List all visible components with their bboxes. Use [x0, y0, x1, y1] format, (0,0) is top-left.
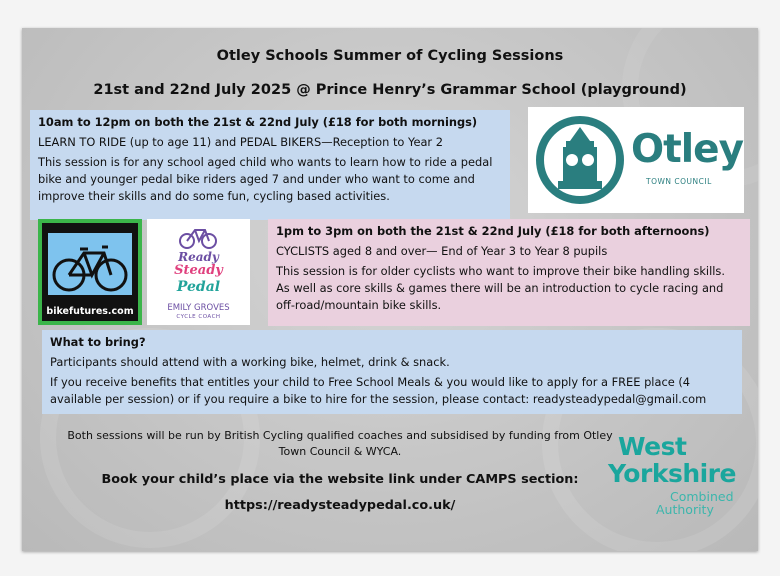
wy-authority-text: Authority: [656, 502, 714, 517]
bikefutures-logo: [38, 219, 142, 325]
what-to-bring-box: [42, 330, 742, 414]
west-yorkshire-combined-authority-logo: [600, 432, 750, 522]
rsp-pedal-text: Pedal: [176, 279, 221, 295]
afternoon-heading: 1pm to 3pm on both the 21st & 22nd July (£18 for both afternoons): [276, 224, 710, 238]
morning-description: This session is for any school aged child who wants to learn how to ride a pedal bike and younger pedal bike riders aged 7 and under who want to come and improve their skills and do some fun, cycling based activities.: [38, 155, 493, 203]
rsp-ready-text: Ready: [178, 250, 219, 264]
afternoon-session-box: [268, 219, 750, 326]
funding-note: Both sessions will be run by British Cycling qualified coaches and subsidised by funding from Otley Town Council & WYCA.: [67, 429, 613, 458]
otley-subtitle: TOWN COUNCIL: [646, 177, 712, 186]
morning-session-box: [30, 110, 510, 220]
afternoon-groups: CYCLISTS aged 8 and over— End of Year 3 to Year 8 pupils: [276, 244, 608, 258]
wy-west-text: West: [618, 432, 687, 461]
bicycle-icon: [178, 222, 218, 250]
bicycle-icon: [42, 227, 138, 307]
bring-line-2: If you receive benefits that entitles your child to Free School Meals & you would like to apply for a FREE place (4 available per session) or if you require a bike to hire for the session, please contact: readysteadypedal@gmail.com: [50, 375, 707, 406]
ready-steady-pedal-logo: [147, 219, 250, 325]
otley-wordmark: Otley: [631, 127, 744, 172]
rsp-coach-name: EMILY GROVES: [167, 303, 230, 313]
poster-subtitle: 21st and 22nd July 2025 @ Prince Henry’s Grammar School (playground): [93, 82, 687, 98]
wy-yorkshire-text: Yorkshire: [608, 459, 736, 488]
bring-line-1: Participants should attend with a working bike, helmet, drink & snack.: [50, 355, 450, 369]
otley-town-council-logo: [528, 107, 744, 213]
booking-instruction: Book your child’s place via the website link under CAMPS section:: [101, 472, 579, 487]
morning-heading: 10am to 12pm on both the 21st & 22nd July (£18 for both mornings): [38, 115, 478, 129]
bikefutures-label: bikefutures.com: [46, 306, 134, 317]
bring-heading: What to bring?: [50, 335, 146, 349]
morning-groups: LEARN TO RIDE (up to age 11) and PEDAL BIKERS—Reception to Year 2: [38, 135, 443, 149]
rsp-steady-text: Steady: [174, 263, 223, 278]
wy-combined-text: Combined: [670, 489, 734, 504]
afternoon-description: This session is for older cyclists who want to improve their bike handling skills. As well as core skills & games there will be an introduction to cycle racing and off-road/mountain bike skills.: [276, 264, 725, 312]
booking-link[interactable]: https://readysteadypedal.co.uk/: [224, 498, 456, 513]
poster-title: Otley Schools Summer of Cycling Sessions: [216, 48, 564, 64]
rsp-coach-title: CYCLE COACH: [176, 314, 221, 320]
clock-tower-icon: [530, 107, 630, 213]
